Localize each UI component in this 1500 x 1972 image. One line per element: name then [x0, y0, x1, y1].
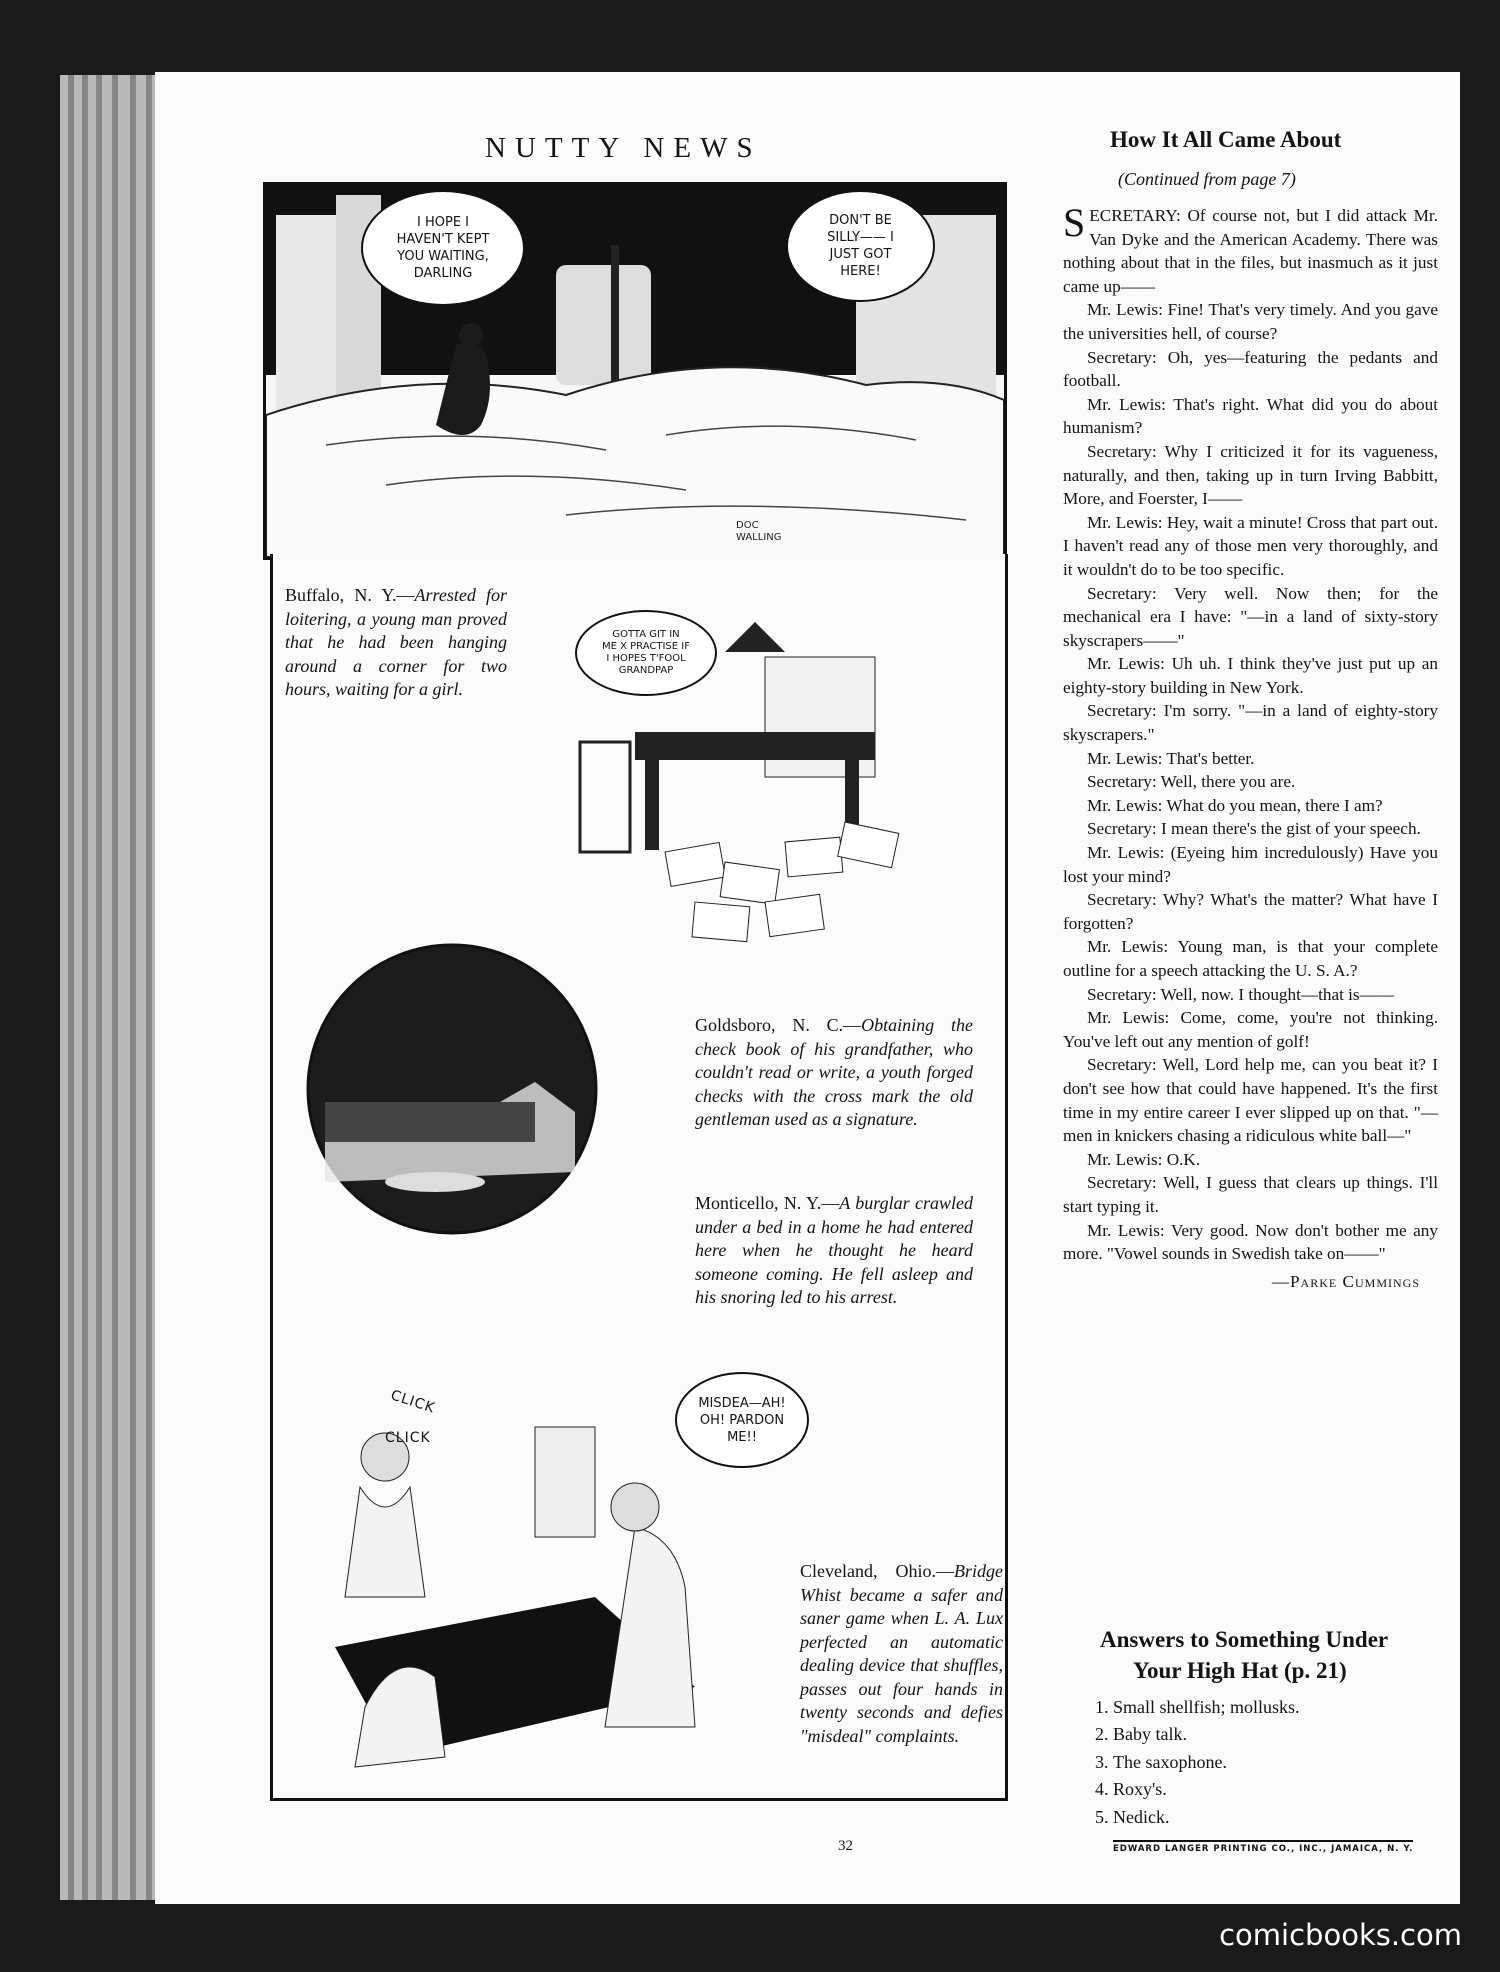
article-paragraph: Secretary: Well, I guess that clears up things. I'll start typing it. — [1063, 1173, 1438, 1216]
article-paragraph: Mr. Lewis: Come, come, you're not thinking. You've left out any mention of golf! — [1063, 1008, 1438, 1051]
bridge-cartoon-illustration — [305, 1357, 725, 1787]
top-cartoon-panel — [263, 182, 1007, 560]
page-title: NUTTY NEWS — [485, 132, 762, 164]
continued-note: (Continued from page 7) — [1118, 169, 1296, 189]
news-item-monticello: Monticello, N. Y.—A burglar crawled under a bed in a home he had entered here when he thought he heard someone coming. He fell asleep and his snoring led to his arrest. — [695, 1193, 973, 1307]
news-item-goldsboro: Goldsboro, N. C.—Obtaining the check book of his grandfather, who couldn't read or write, a youth forged checks with the cross mark the old gentleman used as a signature. — [695, 1015, 973, 1129]
article-body — [1063, 200, 1438, 1293]
article-byline: —Parke Cummings — [1271, 1271, 1420, 1291]
article-paragraph: Mr. Lewis: Very good. Now don't bother me any more. "Vowel sounds in Swedish take on——" — [1063, 1220, 1438, 1264]
article-paragraph: Mr. Lewis: O.K. — [1087, 1149, 1201, 1169]
article-paragraph: Secretary: Well, Lord help me, can you beat it? I don't see how that could have happened. It's the first time in my entire career I ever slipped up on that. "—men in knickers chasing a ridiculous white ball—" — [1063, 1055, 1438, 1146]
article-paragraph: Secretary: Well, now. I thought—that is—— — [1087, 984, 1394, 1004]
article-title: How It All Came About — [1110, 127, 1342, 152]
speech-bubble-study: GOTTA GIT IN ME X PRACTISE IF I HOPES T'FOOL GRANDPAP — [575, 610, 717, 696]
answer-item: 5. Nedick. — [1113, 1804, 1445, 1831]
burglar-cartoon-illustration — [305, 942, 600, 1237]
article-paragraph: Mr. Lewis: Uh uh. I think they've just put up an eighty-story building in New York. — [1063, 654, 1438, 697]
article-paragraph: Secretary: Very well. Now then; for the mechanical era I have: "—in a land of sixty-story skyscrapers——" — [1063, 583, 1438, 650]
book-page-stack — [60, 75, 160, 1900]
article-paragraph: Mr. Lewis: That's better. — [1087, 748, 1255, 768]
article-paragraph: Secretary: Well, there you are. — [1087, 772, 1296, 792]
article-paragraph: Secretary: I'm sorry. "—in a land of eighty-story skyscrapers." — [1063, 701, 1438, 745]
answer-item: 2. Baby talk. — [1113, 1721, 1445, 1748]
answers-title-line1: Answers to Something Under — [1100, 1627, 1389, 1652]
click-sound-effect-1: CLICK — [388, 1387, 438, 1417]
answer-item: 3. The saxophone. — [1113, 1749, 1445, 1776]
news-item-cleveland: Cleveland, Ohio.—Bridge Whist became a safer and saner game when L. A. Lux perfected an automatic dealing device that shuffles, passes out four hands in twenty seconds and defies "misdeal" complaints. — [800, 1561, 1003, 1746]
watermark: comicbooks.com — [1219, 1918, 1462, 1952]
article-paragraph: Mr. Lewis: That's right. What did you do about humanism? — [1063, 394, 1438, 438]
article-paragraph-first: SECRETARY: Of course not, but I did attack Mr. Van Dyke and the American Academy. There was nothing about that in the files, but inasmuch as it just came up—— — [1063, 200, 1438, 296]
answers-title-line2: Your High Hat (p. 21) — [1133, 1658, 1347, 1683]
article-paragraph: Secretary: Why I criticized it for its vagueness, naturally, and then, taking up in turn Irving Babbitt, More, and Foerster, I—— — [1063, 441, 1438, 509]
answer-item: 4. Roxy's. — [1113, 1776, 1445, 1803]
artist-signature: DOC WALLING — [736, 520, 782, 543]
click-sound-effect-2: CLICK — [385, 1430, 431, 1446]
article-paragraph: Secretary: Oh, yes—featuring the pedants and football. — [1063, 347, 1438, 391]
answers-list — [1075, 1694, 1445, 1831]
page-number: 32 — [838, 1838, 853, 1854]
speech-bubble-girl: I HOPE I HAVEN'T KEPT YOU WAITING, DARLING — [361, 190, 525, 306]
magazine-page — [155, 72, 1460, 1904]
article-paragraph: Mr. Lewis: Young man, is that your complete outline for a speech attacking the U. S. A.? — [1063, 937, 1438, 980]
news-item-buffalo: Buffalo, N. Y.—Arrested for loitering, a young man proved that he had been hanging around a corner for two hours, waiting for a girl. — [285, 585, 508, 699]
article-paragraph: Mr. Lewis: Hey, wait a minute! Cross that part out. I haven't read any of those men very thoroughly, and it wouldn't do to be too specific. — [1063, 512, 1438, 579]
speech-bubble-boy: DON'T BE SILLY—— I JUST GOT HERE! — [786, 190, 935, 302]
printer-credit: EDWARD LANGER PRINTING CO., INC., JAMAICA, N. Y. — [1113, 1840, 1413, 1854]
article-paragraph: Mr. Lewis: (Eyeing him incredulously) Have you lost your mind? — [1063, 843, 1438, 886]
article-paragraph: Mr. Lewis: What do you mean, there I am? — [1087, 795, 1383, 815]
article-paragraph: Secretary: I mean there's the gist of your speech. — [1087, 819, 1421, 839]
speech-bubble-robot: MISDEA—AH! OH! PARDON ME!! — [675, 1372, 809, 1468]
answer-item: 1. Small shellfish; mollusks. — [1113, 1694, 1445, 1721]
article-paragraph: Secretary: Why? What's the matter? What have I forgotten? — [1063, 890, 1438, 933]
article-paragraph: Mr. Lewis: Fine! That's very timely. And you gave the universities hell, of course? — [1063, 300, 1438, 343]
